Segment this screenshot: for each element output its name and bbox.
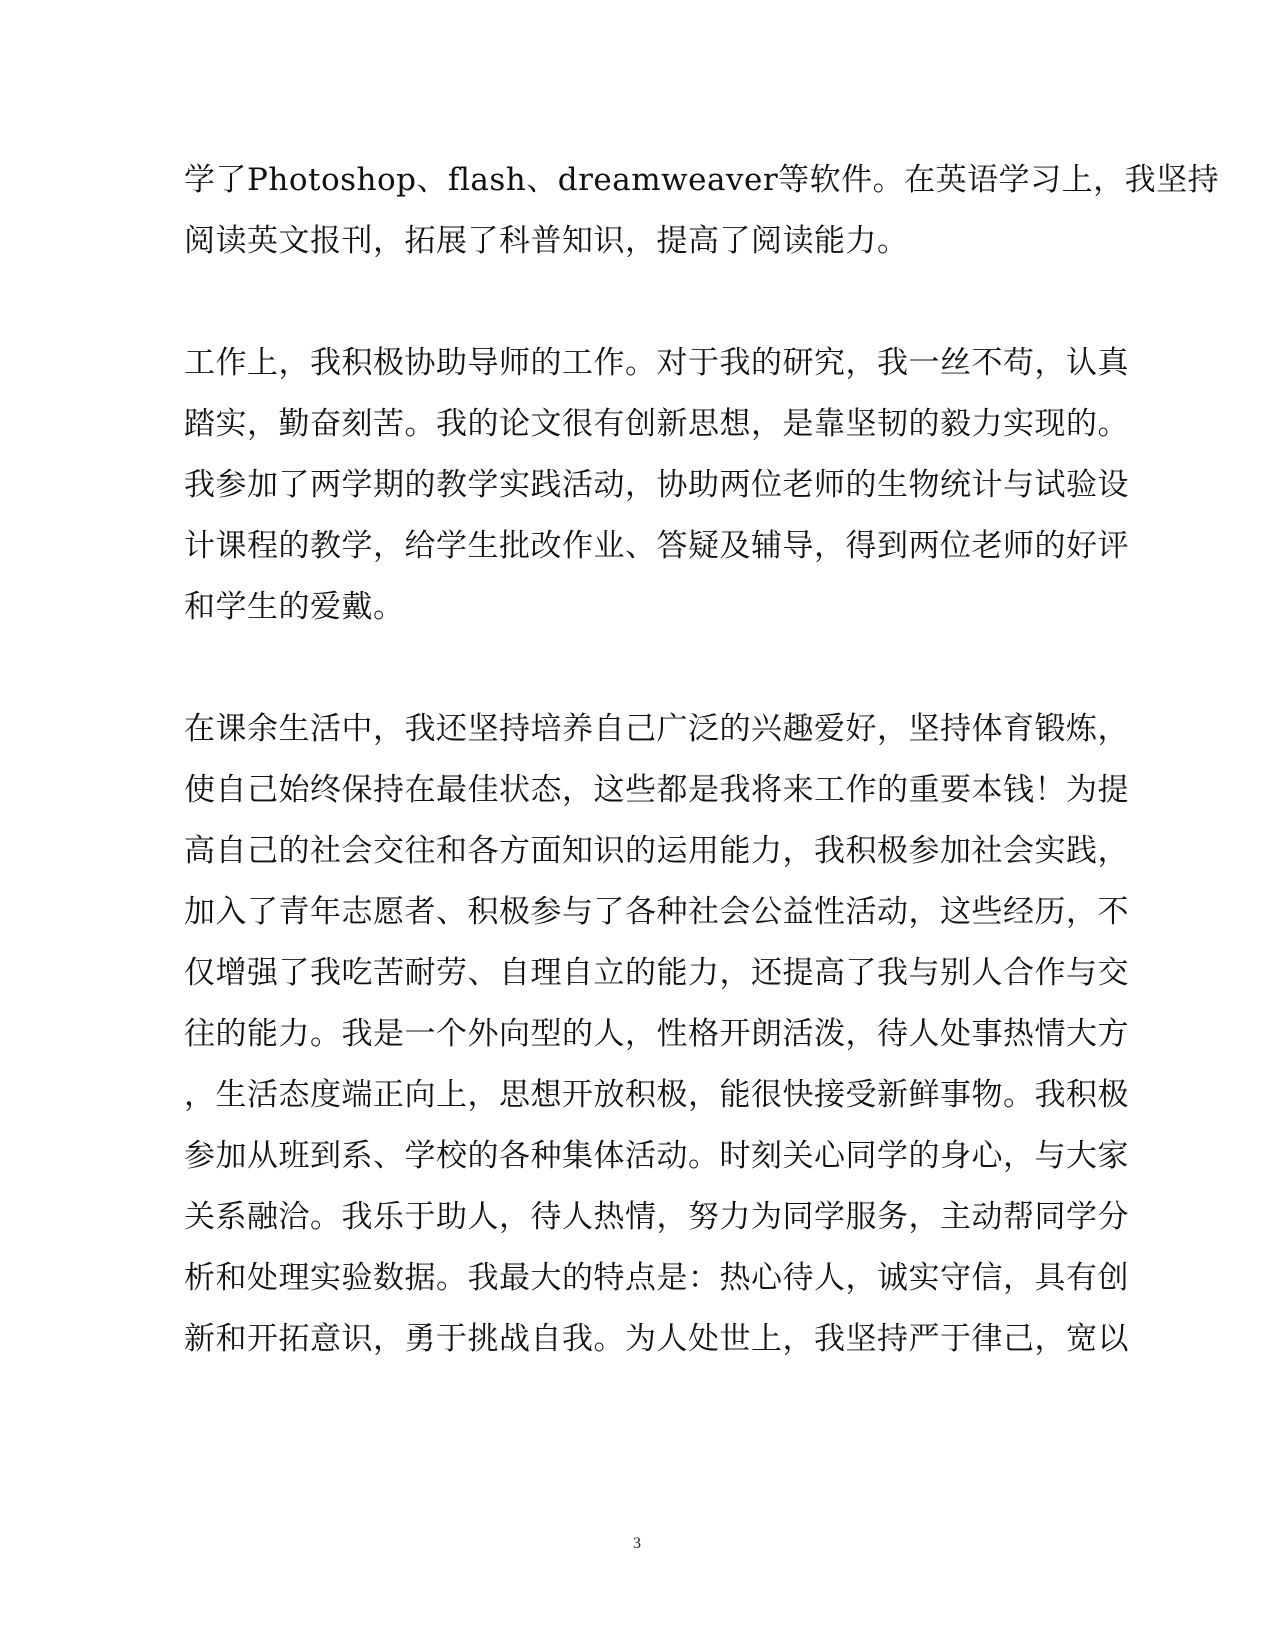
- paragraph-1-line-2: 阅读英文报刊，拓展了科普知识，提高了阅读能力。: [184, 223, 909, 259]
- paragraph-3-line-7: ，生活态度端正向上，思想开放积极，能很快接受新鲜事物。我积极: [184, 1077, 1129, 1113]
- paragraph-3-line-9: 关系融洽。我乐于助人，待人热情，努力为同学服务，主动帮同学分: [184, 1199, 1129, 1235]
- paragraph-2-line-2: 踏实，勤奋刻苦。我的论文很有创新思想，是靠坚韧的毅力实现的。: [184, 406, 1129, 442]
- paragraph-3-line-3: 高自己的社会交往和各方面知识的运用能力，我积极参加社会实践，: [184, 833, 1129, 869]
- paragraph-1-line-1: 学了Photoshop、flash、dreamweaver等软件。在英语学习上，我坚持: [184, 162, 1220, 198]
- paragraph-3-line-6: 往的能力。我是一个外向型的人，性格开朗活泼，待人处事热情大方: [184, 1016, 1129, 1052]
- paragraph-3-line-10: 析和处理实验数据。我最大的特点是：热心待人，诚实守信，具有创: [184, 1260, 1129, 1296]
- paragraph-3-line-11: 新和开拓意识，勇于挑战自我。为人处世上，我坚持严于律己，宽以: [184, 1321, 1129, 1357]
- paragraph-2-line-5: 和学生的爱戴。: [184, 589, 405, 625]
- paragraph-3-line-4: 加入了青年志愿者、积极参与了各种社会公益性活动，这些经历，不: [184, 894, 1129, 930]
- paragraph-3-line-1: 在课余生活中，我还坚持培养自己广泛的兴趣爱好，坚持体育锻炼，: [184, 711, 1129, 747]
- paragraph-3-line-5: 仅增强了我吃苦耐劳、自理自立的能力，还提高了我与别人合作与交: [184, 955, 1129, 991]
- paragraph-2-line-1: 工作上，我积极协助导师的工作。对于我的研究，我一丝不苟，认真: [184, 345, 1129, 381]
- page-number: 3: [633, 1535, 641, 1552]
- paragraph-3-line-8: 参加从班到系、学校的各种集体活动。时刻关心同学的身心，与大家: [184, 1138, 1129, 1174]
- paragraph-3-line-2: 使自己始终保持在最佳状态，这些都是我将来工作的重要本钱！为提: [184, 772, 1129, 808]
- paragraph-2-line-4: 计课程的教学，给学生批改作业、答疑及辅导，得到两位老师的好评: [184, 528, 1129, 564]
- paragraph-2-line-3: 我参加了两学期的教学实践活动，协助两位老师的生物统计与试验设: [184, 467, 1129, 503]
